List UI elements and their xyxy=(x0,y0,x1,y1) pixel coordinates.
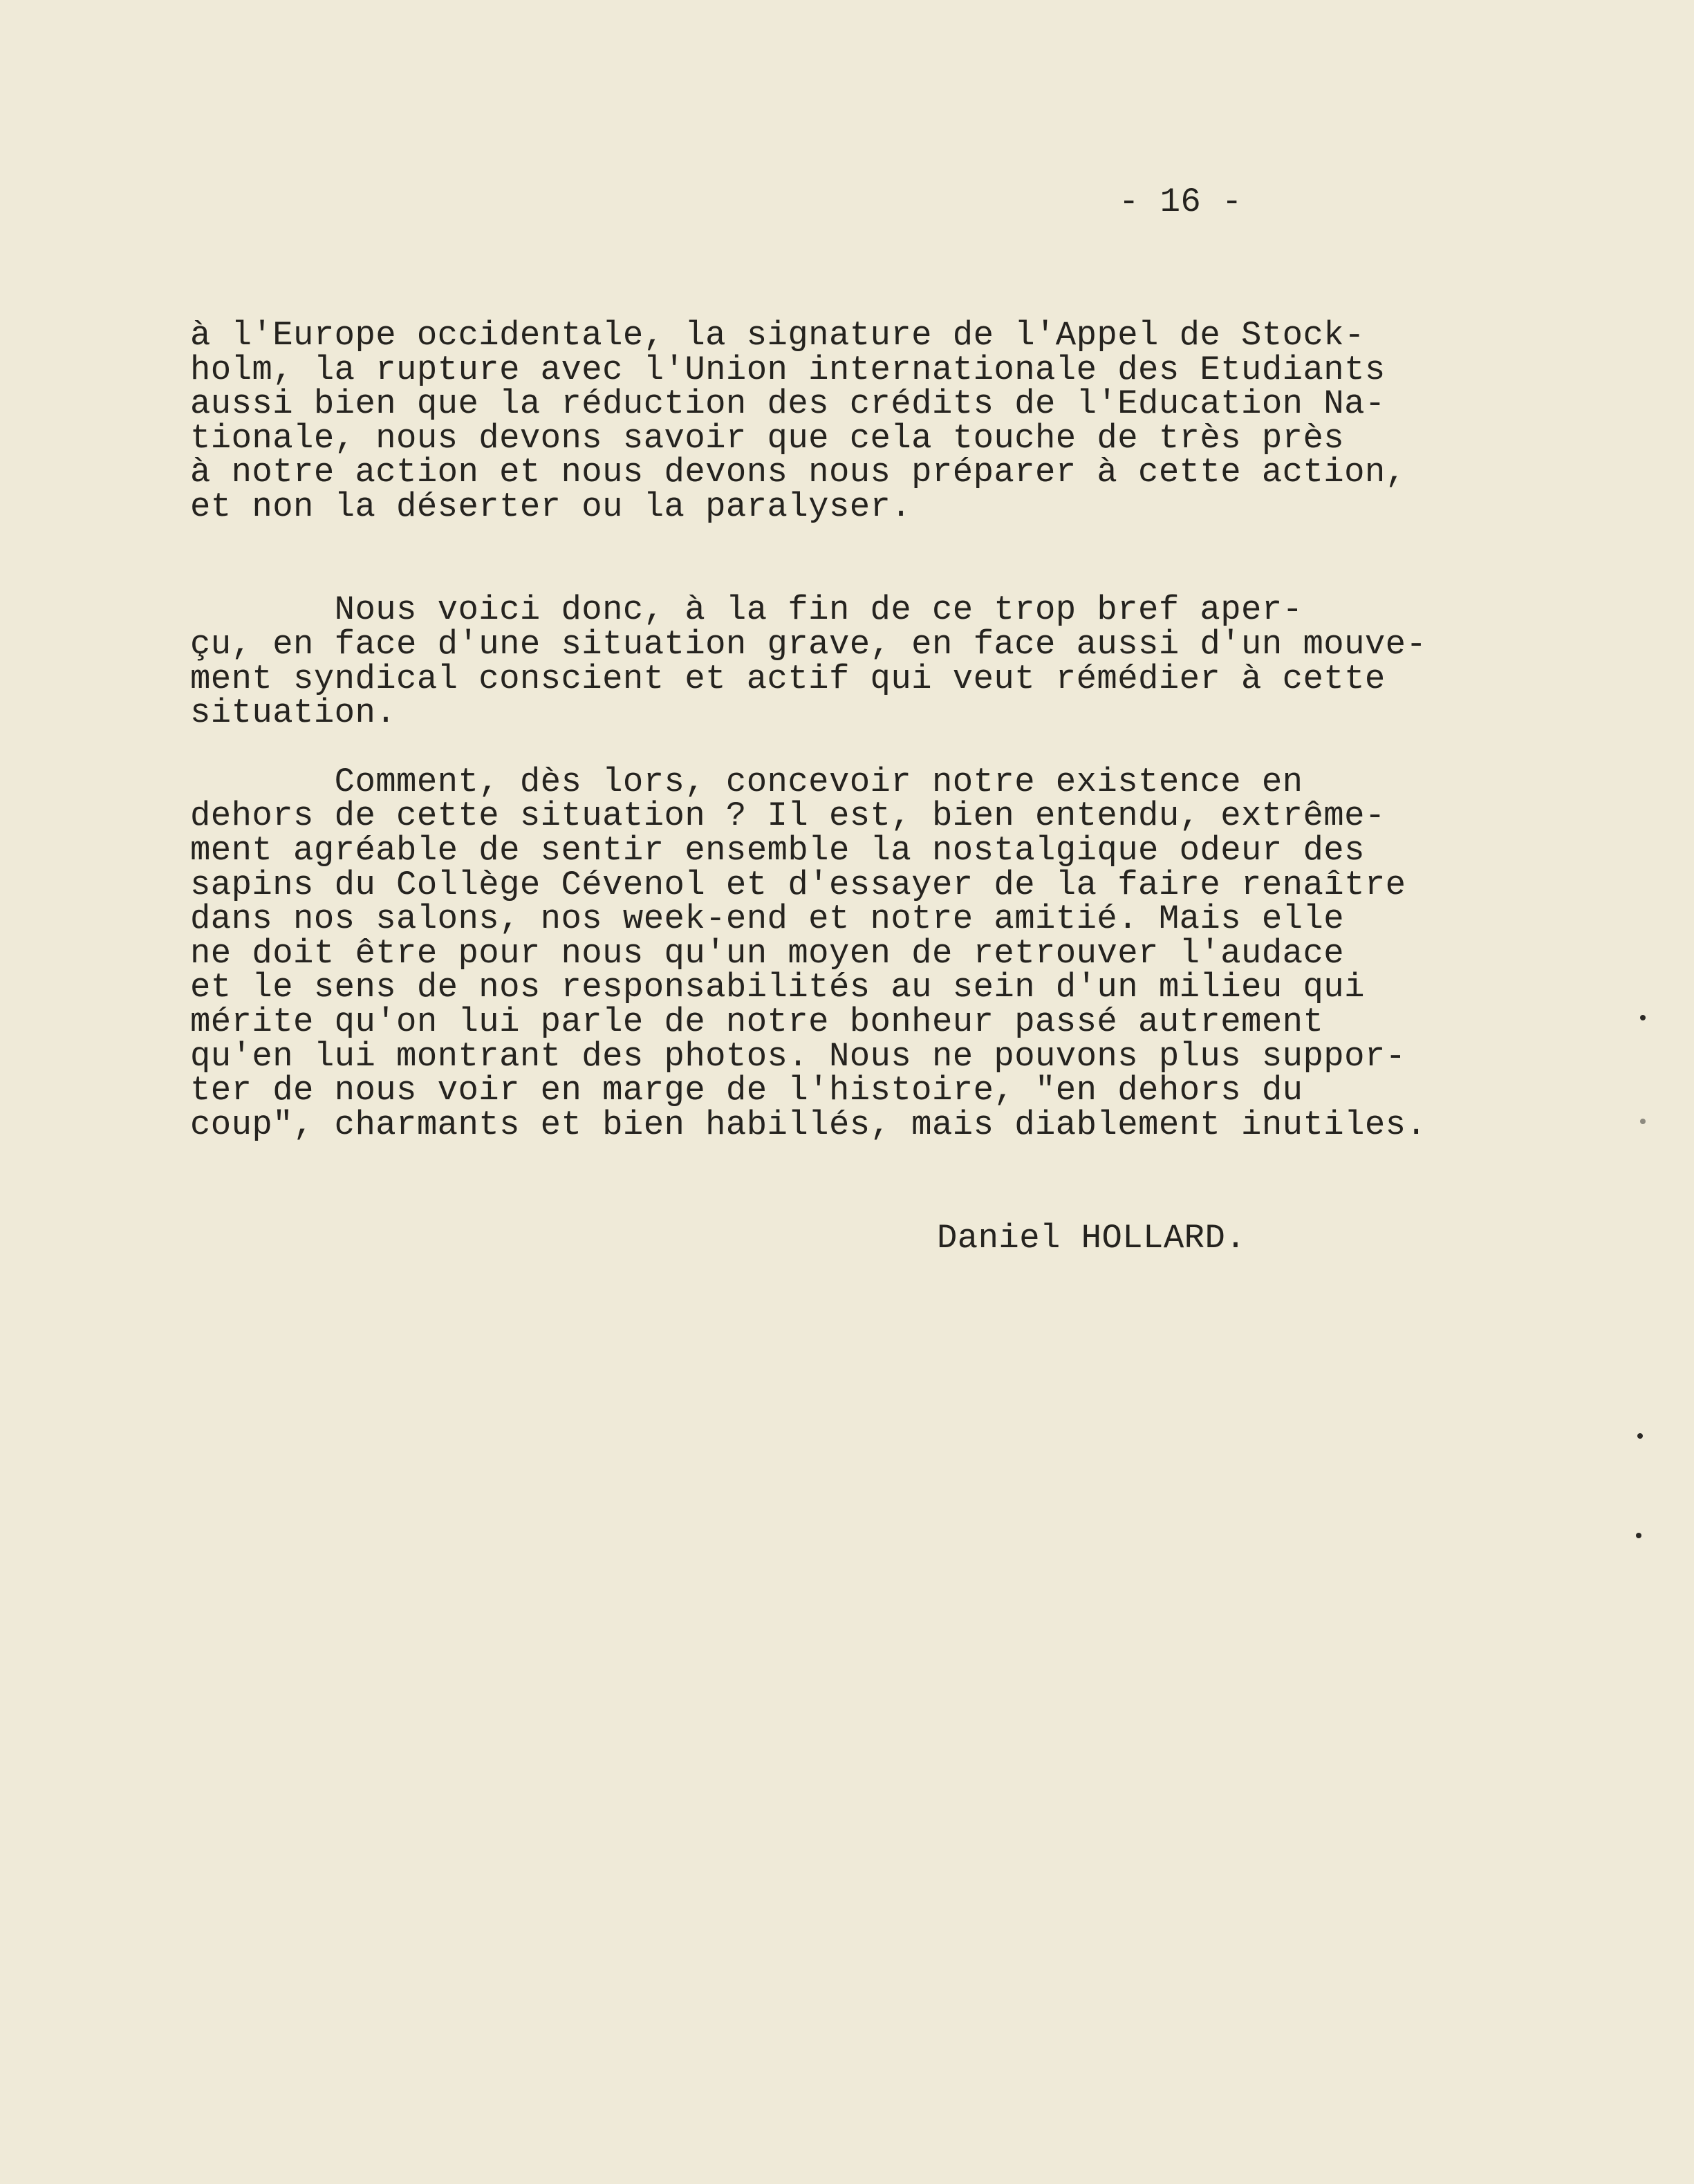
paragraph-3-line-7: et le sens de nos responsabilités au sein d'un milieu qui xyxy=(190,968,1365,1007)
paragraph-1-line-6: et non la déserter ou la paralyser. xyxy=(190,487,912,526)
paragraph-3-line-3: ment agréable de sentir ensemble la nostalgique odeur des xyxy=(190,831,1365,870)
paper-speck xyxy=(1640,1119,1646,1124)
paragraph-3-line-6: ne doit être pour nous qu'un moyen de retrouver l'audace xyxy=(190,934,1345,973)
paragraph-3-line-11: coup", charmants et bien habillés, mais diablement inutiles. xyxy=(190,1105,1427,1144)
paragraph-2-line-1: Nous voici donc, à la fin de ce trop bref aper- xyxy=(190,590,1303,629)
paragraph-2-line-3: ment syndical conscient et actif qui veut rémédier à cette xyxy=(190,660,1386,698)
paragraph-3-line-8: mérite qu'on lui parle de notre bonheur passé autrement xyxy=(190,1002,1324,1041)
paragraph-1-line-1: à l'Europe occidentale, la signature de l'Appel de Stock- xyxy=(190,316,1365,355)
signature: Daniel HOLLARD. xyxy=(937,1219,1247,1258)
paragraph-3-line-10: ter de nous voir en marge de l'histoire, "en dehors du xyxy=(190,1071,1303,1110)
paper-speck xyxy=(1640,1015,1646,1020)
page-number: - 16 - xyxy=(1119,183,1242,221)
paragraph-3-line-9: qu'en lui montrant des photos. Nous ne pouvons plus suppor- xyxy=(190,1037,1406,1076)
paper-speck xyxy=(1637,1433,1643,1439)
paper-speck xyxy=(1636,1533,1641,1538)
paragraph-3-line-4: sapins du Collège Cévenol et d'essayer de la faire renaître xyxy=(190,866,1406,904)
paragraph-1-line-2: holm, la rupture avec l'Union internationale des Etudiants xyxy=(190,351,1386,389)
paragraph-2-line-2: çu, en face d'une situation grave, en face aussi d'un mouve- xyxy=(190,625,1427,664)
paragraph-2-line-4: situation. xyxy=(190,693,397,732)
paragraph-1-line-3: aussi bien que la réduction des crédits de l'Education Na- xyxy=(190,384,1386,423)
paragraph-3-line-5: dans nos salons, nos week-end et notre amitié. Mais elle xyxy=(190,899,1345,938)
paragraph-1-line-4: tionale, nous devons savoir que cela touche de très près xyxy=(190,419,1345,458)
paragraph-3-line-1: Comment, dès lors, concevoir notre existence en xyxy=(190,763,1303,801)
paragraph-1-line-5: à notre action et nous devons nous préparer à cette action, xyxy=(190,453,1406,492)
paragraph-3-line-2: dehors de cette situation ? Il est, bien entendu, extrême- xyxy=(190,796,1386,835)
